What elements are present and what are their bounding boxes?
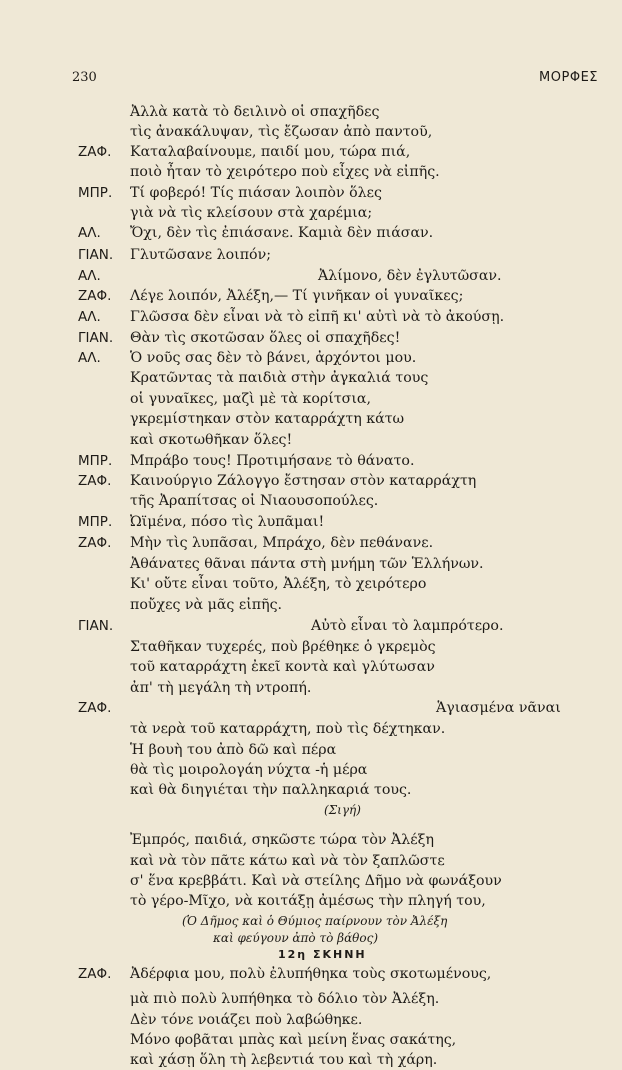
line-text: Γλυτῶσανε λοιπόν; xyxy=(130,247,271,263)
verse-line xyxy=(0,491,622,511)
line-text: Καταλαβαίνουμε, παιδί μου, τώρα πιά, xyxy=(130,144,411,160)
line-text: Μὴν τὶς λυπᾶσαι, Μπράχο, δὲν πεθάνανε. xyxy=(130,535,434,551)
speaker-label: ΓΙΑΝ. xyxy=(78,618,114,634)
verse-line xyxy=(0,245,622,265)
verse-line xyxy=(0,430,622,450)
verse-line xyxy=(0,368,622,388)
stage-direction-text: (Σιγή) xyxy=(324,803,361,817)
stage-direction-text: καὶ φεύγουν ἀπὸ τὸ βάθος) xyxy=(213,931,379,945)
verse-line xyxy=(0,719,622,739)
verse-line xyxy=(0,637,622,657)
verse-line xyxy=(0,203,622,223)
speaker-label: ΖΑΦ. xyxy=(78,700,112,716)
line-text: Λέγε λοιπόν, Ἀλέξη,— Τί γινῆκαν οἱ γυναῖκες; xyxy=(130,288,464,304)
verse-line xyxy=(0,409,622,429)
verse-line xyxy=(0,760,622,780)
line-text: Ἀδέρφια μου, πολὺ ἐλυπήθηκα τοὺς σκοτωμένους, xyxy=(130,966,492,982)
running-head: ΜΟΡΦΕΣ xyxy=(539,70,598,85)
line-text: τοῦ καταρράχτη ἐκεῖ κοντὰ καὶ γλύτωσαν xyxy=(130,659,435,675)
line-text: Τί φοβερό! Τίς πιάσαν λοιπὸν ὅλες xyxy=(130,185,382,201)
verse-line xyxy=(0,142,622,162)
verse-line xyxy=(0,871,622,891)
verse-line xyxy=(0,740,622,760)
speaker-label: ΖΑΦ. xyxy=(78,473,112,489)
scene-heading xyxy=(0,945,622,965)
line-text: Γλῶσσα δὲν εἶναι νὰ τὸ εἰπῆ κι' αὐτὶ νὰ τὸ ἀκούσῃ. xyxy=(130,309,505,325)
verse-line xyxy=(0,307,622,327)
line-text: τὸ γέρο-Μῖχο, νὰ κοιτάξῃ ἀμέσως τὴν πληγή του, xyxy=(130,893,486,909)
line-text: τὶς ἀνακάλυψαν, τὶς ἔζωσαν ἀπὸ παντοῦ, xyxy=(130,124,433,140)
line-text: θὰ τὶς μοιρολογάη νύχτα -ἡ μέρα xyxy=(130,762,368,778)
speaker-label: ΜΠΡ. xyxy=(78,453,113,469)
verse-line xyxy=(0,657,622,677)
line-text: σ' ἕνα κρεββάτι. Καὶ νὰ στείλης Δῆμο νὰ φωνάξουν xyxy=(130,873,502,889)
verse-line xyxy=(0,1030,622,1050)
line-text: Θὰν τὶς σκοτῶσαν ὅλες οἱ σπαχῆδες! xyxy=(130,330,401,346)
line-text: Ὠϊμένα, πόσο τὶς λυπᾶμαι! xyxy=(130,514,325,530)
speaker-label: ΓΙΑΝ. xyxy=(78,330,114,346)
stage-direction xyxy=(0,800,622,820)
line-text: καὶ σκοτωθῆκαν ὅλες! xyxy=(130,432,293,448)
line-text: τῆς Ἀραπίτσας οἱ Νιαουσοπούλες. xyxy=(130,493,379,509)
line-text: τὰ νερὰ τοῦ καταρράχτη, ποὺ τὶς δέχτηκαν. xyxy=(130,721,446,737)
speaker-label: ΜΠΡ. xyxy=(78,514,113,530)
line-text: Σταθῆκαν τυχερές, ποὺ βρέθηκε ὁ γκρεμὸς xyxy=(130,639,436,655)
line-text: Αὐτὸ εἶναι τὸ λαμπρότερο. xyxy=(311,618,504,634)
line-text: γιὰ νὰ τὶς κλείσουν στὰ χαρέμια; xyxy=(130,205,373,221)
verse-line xyxy=(0,533,622,553)
verse-line xyxy=(0,964,622,984)
line-text: Ὁ νοῦς σας δὲν τὸ βάνει, ἀρχόντοι μου. xyxy=(130,350,417,366)
line-text: ἀπ' τὴ μεγάλη τὴ ντροπή. xyxy=(130,680,312,696)
verse-line xyxy=(0,554,622,574)
line-text: καὶ θὰ διηγιέται τὴν παλληκαριά τους. xyxy=(130,782,412,798)
line-text: Μπράβο τους! Προτιμήσανε τὸ θάνατο. xyxy=(130,453,415,469)
verse-line xyxy=(0,348,622,368)
page-header xyxy=(72,70,598,90)
line-text: Ἀλίμονο, δὲν ἐγλυτῶσαν. xyxy=(318,268,502,284)
verse-line xyxy=(0,1050,622,1070)
line-text: Μόνο φοβᾶται μπὰς καὶ μείνη ἕνας σακάτης, xyxy=(130,1032,457,1048)
line-text: οἱ γυναῖκες, μαζὶ μὲ τὰ κορίτσια, xyxy=(130,391,372,407)
verse-line xyxy=(0,891,622,911)
speaker-label: ΑΛ. xyxy=(78,350,101,366)
line-text: Ἡ βουὴ του ἀπὸ δῶ καὶ πέρα xyxy=(130,742,337,758)
page-number: 230 xyxy=(72,70,97,85)
line-text: μὰ πιὸ πολὺ λυπήθηκα τὸ δόλιο τὸν Ἀλέξη. xyxy=(130,991,440,1007)
verse-line xyxy=(0,698,622,718)
line-text: γκρεμίστηκαν στὸν καταρράχτη κάτω xyxy=(130,411,405,427)
verse-line xyxy=(0,678,622,698)
speaker-label: ΜΠΡ. xyxy=(78,185,113,201)
line-text: Ἀθάνατες θᾶναι πάντα στὴ μνήμη τῶν Ἑλλήνων. xyxy=(130,556,484,572)
verse-line xyxy=(0,780,622,800)
stage-direction-text: (Ὁ Δῆμος καὶ ὁ Θύμιος παίρνουν τὸν Ἀλέξη xyxy=(182,914,448,928)
verse-line xyxy=(0,989,622,1009)
speaker-label: ΑΛ. xyxy=(78,268,101,284)
line-text: Ὄχι, δὲν τὶς ἐπιάσανε. Καμιὰ δὲν πιάσαν. xyxy=(130,225,434,241)
line-text: ποιὸ ἦταν τὸ χειρότερο ποὺ εἶχες νὰ εἰπῆς. xyxy=(130,164,440,180)
verse-line xyxy=(0,471,622,491)
line-text: καὶ χάσῃ ὅλη τὴ λεβεντιά του καὶ τὴ χάρη. xyxy=(130,1052,438,1068)
verse-line xyxy=(0,512,622,532)
verse-line xyxy=(0,595,622,615)
verse-line xyxy=(0,451,622,471)
verse-line xyxy=(0,122,622,142)
verse-line xyxy=(0,183,622,203)
verse-line xyxy=(0,266,622,286)
line-text: Καινούργιο Ζάλογγο ἔστησαν στὸν καταρράχτη xyxy=(130,473,477,489)
line-text: Κι' οὔτε εἶναι τοῦτο, Ἀλέξη, τὸ χειρότερο xyxy=(130,576,427,592)
verse-line xyxy=(0,574,622,594)
verse-line xyxy=(0,851,622,871)
verse-line xyxy=(0,389,622,409)
scene-title-text: 12η ΣΚΗΝΗ xyxy=(278,948,367,961)
speaker-label: ΖΑΦ. xyxy=(78,966,112,982)
speaker-label: ΑΛ. xyxy=(78,309,101,325)
verse-line xyxy=(0,223,622,243)
verse-line xyxy=(0,162,622,182)
speaker-label: ΖΑΦ. xyxy=(78,144,112,160)
line-text: Ἀλλὰ κατὰ τὸ δειλινὸ οἱ σπαχῆδες xyxy=(130,104,380,120)
line-text: Κρατῶντας τὰ παιδιὰ στὴν ἀγκαλιά τους xyxy=(130,370,429,386)
speaker-label: ΑΛ. xyxy=(78,225,101,241)
verse-line xyxy=(0,102,622,122)
verse-line xyxy=(0,1010,622,1030)
verse-line xyxy=(0,830,622,850)
speaker-label: ΓΙΑΝ. xyxy=(78,247,114,263)
line-text: ποὔχες νὰ μᾶς εἰπῆς. xyxy=(130,597,283,613)
line-text: Δὲν τόνε νοιάζει ποὺ λαβώθηκε. xyxy=(130,1012,363,1028)
verse-line xyxy=(0,328,622,348)
verse-line xyxy=(0,286,622,306)
line-text: Ἁγιασμένα νᾶναι xyxy=(436,700,561,716)
line-text: Ἐμπρός, παιδιά, σηκῶστε τώρα τὸν Ἀλέξη xyxy=(130,832,434,848)
line-text: καὶ νὰ τὸν πᾶτε κάτω καὶ νὰ τὸν ξαπλῶστε xyxy=(130,853,445,869)
verse-line xyxy=(0,616,622,636)
speaker-label: ΖΑΦ. xyxy=(78,288,112,304)
speaker-label: ΖΑΦ. xyxy=(78,535,112,551)
